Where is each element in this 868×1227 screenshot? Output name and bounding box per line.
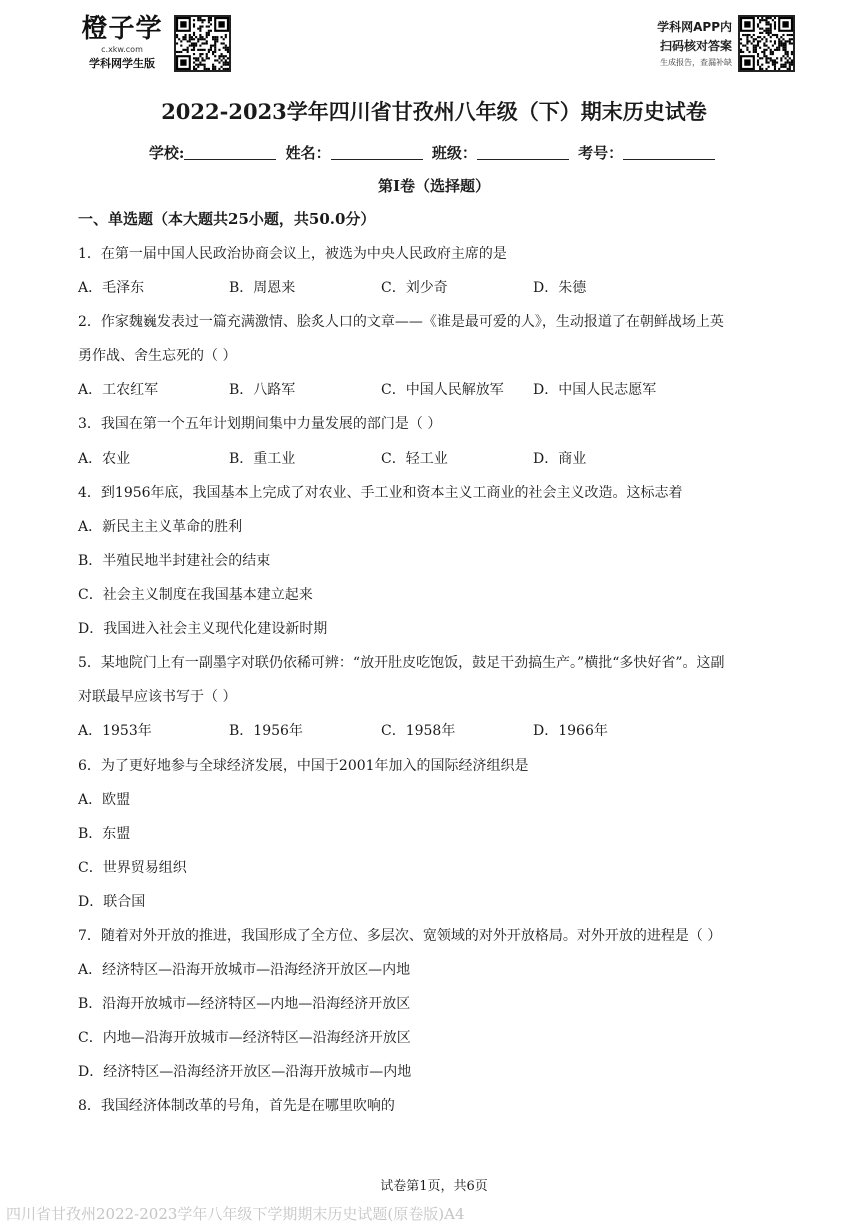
- q5-option-d: D．1966年: [533, 723, 608, 739]
- logo-url: c.xkw.com: [101, 45, 143, 54]
- q6-option-b: B．东盟: [78, 826, 131, 842]
- qr-code-icon: [738, 15, 795, 72]
- school-blank: [184, 143, 276, 160]
- q3-option-a: A．农业: [78, 451, 131, 467]
- q5-option-c: C．1958年: [381, 723, 456, 739]
- q4-option-a: A．新民主主义革命的胜利: [78, 519, 243, 535]
- exam-number-label: 考号：: [578, 144, 624, 162]
- question-6-stem: 6．为了更好地参与全球经济发展，中国于2001年加入的国际经济组织是: [78, 758, 529, 774]
- q2-option-d: D．中国人民志愿军: [533, 382, 657, 398]
- q1-option-a: A．毛泽东: [78, 280, 145, 296]
- question-4-stem: 4．到1956年底，我国基本上完成了对农业、手工业和资本主义工商业的社会主义改造。这标志着: [78, 485, 683, 501]
- app-promo-line2: 扫码核对答案: [659, 39, 732, 53]
- exam-title: 2022-2023学年四川省甘孜州八年级（下）期末历史试卷: [161, 99, 707, 124]
- q6-option-d: D．联合国: [78, 894, 146, 910]
- q1-option-b: B．周恩来: [229, 280, 296, 296]
- class-blank: [477, 143, 569, 160]
- question-5-stem-line1: 5．某地院门上有一副墨字对联仍依稀可辨：“放开肚皮吃饱饭，鼓足干劲搞生产。”横批“多快好省”。这副: [78, 655, 725, 671]
- brand-logo: [72, 14, 172, 72]
- q1-option-d: D．朱德: [533, 280, 587, 296]
- question-8-stem: 8．我国经济体制改革的号角，首先是在哪里吹响的: [78, 1098, 395, 1114]
- q6-option-c: C．世界贸易组织: [78, 860, 187, 876]
- q3-option-b: B．重工业: [229, 451, 296, 467]
- question-1-stem: 1．在第一届中国人民政治协商会议上，被选为中央人民政府主席的是: [78, 246, 507, 262]
- school-label: 学校:: [148, 144, 185, 162]
- q6-option-a: A．欧盟: [78, 792, 131, 808]
- question-7-stem: 7．随着对外开放的推进，我国形成了全方位、多层次、宽领域的对外开放格局。对外开放的进程是（ ）: [78, 928, 722, 944]
- section-title: 一、单选题（本大题共25小题，共50.0分）: [78, 210, 376, 228]
- qr-code-icon: [174, 15, 231, 72]
- exam-number-blank: [623, 143, 715, 160]
- part-title: 第I卷（选择题）: [377, 177, 491, 195]
- student-info-line: [0, 142, 868, 164]
- class-label: 班级：: [431, 144, 477, 162]
- q4-option-d: D．我国进入社会主义现代化建设新时期: [78, 621, 328, 637]
- logo-text: 橙子学: [81, 14, 163, 44]
- app-promo-line3: 生成报告，查漏补缺: [660, 58, 732, 67]
- page-number: 试卷第1页，共6页: [380, 1179, 488, 1194]
- question-2-stem-line2: 勇作战、舍生忘死的（ ）: [78, 348, 237, 364]
- question-2-stem-line1: 2．作家魏巍发表过一篇充满激情、脍炙人口的文章——《谁是最可爱的人》，生动报道了在朝鲜战场上英: [78, 314, 724, 330]
- q7-option-d: D．经济特区—沿海经济开放区—沿海开放城市—内地: [78, 1064, 412, 1080]
- q7-option-c: C．内地—沿海开放城市—经济特区—沿海经济开放区: [78, 1030, 411, 1046]
- document-watermark: 四川省甘孜州2022-2023学年八年级下学期期末历史试题(原卷版)A4: [6, 1205, 465, 1223]
- q2-option-a: A．工农红军: [78, 382, 159, 398]
- q3-option-d: D．商业: [533, 451, 587, 467]
- app-promo-line1: 学科网APP内: [657, 20, 732, 34]
- name-label: 姓名：: [285, 144, 331, 162]
- q7-option-a: A．经济特区—沿海开放城市—沿海经济开放区—内地: [78, 962, 411, 978]
- q3-option-c: C．轻工业: [381, 451, 448, 467]
- question-5-stem-line2: 对联最早应该书写于（ ）: [78, 689, 237, 705]
- q4-option-c: C．社会主义制度在我国基本建立起来: [78, 587, 313, 603]
- q2-option-b: B．八路军: [229, 382, 296, 398]
- logo-subtitle: 学科网学生版: [89, 57, 155, 70]
- q5-option-a: A．1953年: [78, 723, 152, 739]
- app-promo: [600, 18, 732, 70]
- q1-option-c: C．刘少奇: [381, 280, 448, 296]
- q7-option-b: B．沿海开放城市—经济特区—内地—沿海经济开放区: [78, 996, 411, 1012]
- name-blank: [331, 143, 423, 160]
- q4-option-b: B．半殖民地半封建社会的结束: [78, 553, 271, 569]
- q2-option-c: C．中国人民解放军: [381, 382, 504, 398]
- q5-option-b: B．1956年: [229, 723, 303, 739]
- question-3-stem: 3．我国在第一个五年计划期间集中力量发展的部门是（ ）: [78, 416, 442, 432]
